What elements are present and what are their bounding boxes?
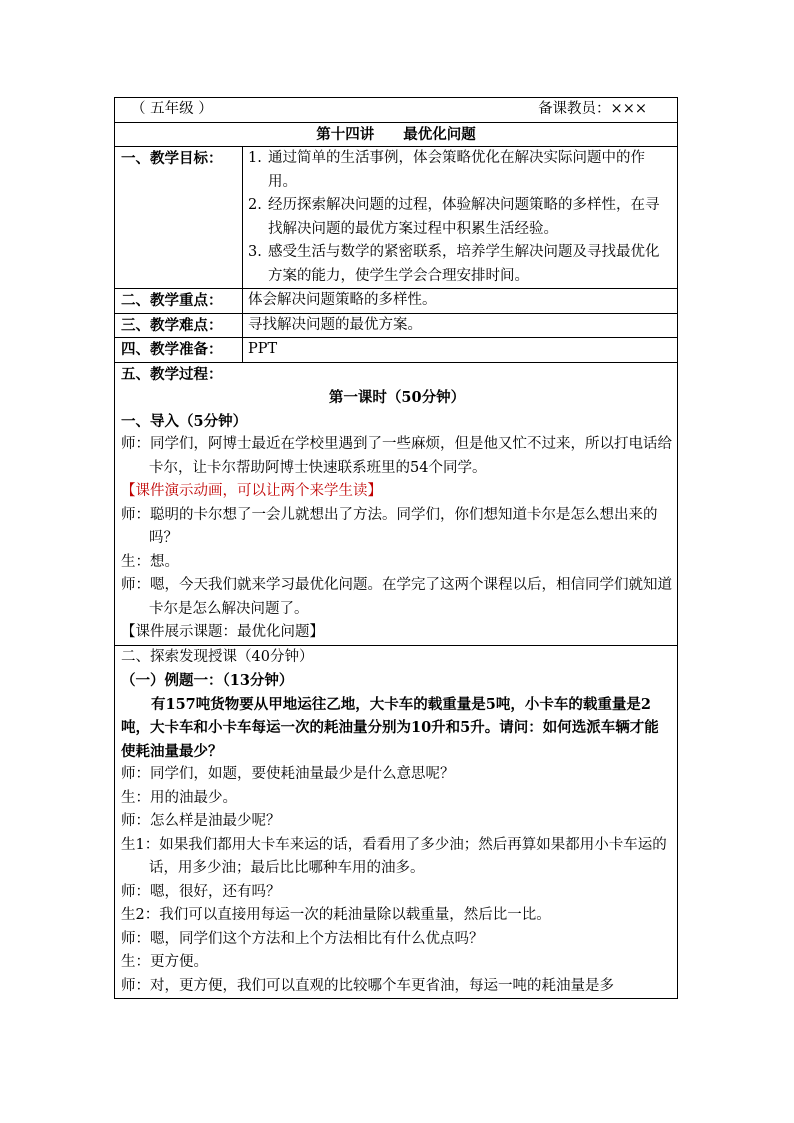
preparation-text: PPT [243, 338, 678, 363]
dialogue-line: 师：同学们，阿博士最近在学校里遇到了一些麻烦，但是他又忙不过来，所以打电话给卡尔，让卡尔帮助阿博士快速联系班里的54个同学。 [121, 436, 672, 476]
explore-cell [115, 645, 678, 999]
objectives-label: 一、教学目标： [115, 147, 243, 289]
objective-item: 1. 通过简单的生活事例，体会策略优化在解决实际问题中的作用。 [248, 150, 645, 190]
intro-title: 一、导入（5分钟） [121, 412, 248, 430]
example-title: （一）例题一：（13分钟） [121, 672, 294, 689]
key-point-text: 体会解决问题策略的多样性。 [243, 289, 678, 314]
explore-title: 二、探索发现授课（40分钟） [121, 648, 314, 665]
dialogue-line: 生2：我们可以直接用每运一次的耗油量除以载重量，然后比一比。 [121, 907, 551, 923]
header-row [115, 98, 678, 123]
dialogue-line: 生：更方便。 [121, 954, 208, 970]
dialogue-line: 师：怎么样是油最少呢？ [121, 813, 281, 829]
dialogue-line: 生1：如果我们都用大卡车来运的话，看看用了多少油；然后再算如果都用小卡车运的话，用多少油；最后比比哪种车用的油多。 [121, 836, 667, 876]
courseware-note: 【课件展示课题：最优化问题】 [121, 624, 324, 640]
objective-item: 3. 感受生活与数学的紧密联系，培养学生解决问题及寻找最优化方案的能力，使学生学会合理安排时间。 [248, 244, 660, 284]
lesson-plan-table [114, 97, 678, 999]
dialogue-line: 生：想。 [121, 553, 179, 570]
dialogue-line: 师：嗯，很好，还有吗？ [121, 883, 281, 900]
lesson-plan-page [114, 97, 677, 999]
dialogue-line: 师：嗯，今天我们就来学习最优化问题。在学完了这两个课程以后，相信同学们就知道卡尔是怎么解决问题了。 [121, 577, 672, 617]
lesson-period-title: 第一课时（50分钟） [328, 389, 466, 406]
objectives-cell [243, 147, 678, 289]
preparation-label: 四、教学准备： [115, 338, 243, 363]
dialogue-line: 师：嗯，同学们这个方法和上个方法相比有什么优点吗？ [121, 930, 484, 947]
difficulty-text: 寻找解决问题的最优方案。 [243, 313, 678, 338]
example-problem: 有157吨货物要从甲地运往乙地，大卡车的载重量是5吨，小卡车的载重量是2吨，大卡车和小卡车每运一次的耗油量分别为10升和5升。请问：如何选派车辆才能使耗油量最少？ [121, 695, 659, 760]
teacher-label: 备课教员：××× [538, 101, 648, 117]
objective-item: 2. 经历探索解决问题的过程，体验解决问题策略的多样性，在寻找解决问题的最优方案过程中积累生活经验。 [248, 197, 660, 237]
dialogue-line: 师：同学们，如题，要使耗油量最少是什么意思呢？ [121, 766, 455, 782]
difficulty-label: 三、教学难点： [115, 313, 243, 338]
process-label: 五、教学过程： [121, 365, 223, 383]
key-point-label: 二、教学重点： [115, 289, 243, 314]
grade-label: （ 五年级 ） [131, 101, 213, 117]
dialogue-line: 生：用的油最少。 [121, 789, 237, 806]
courseware-note: 【课件演示动画，可以让两个来学生读】 [121, 483, 382, 499]
lesson-title: 第十四讲 最优化问题 [115, 122, 678, 147]
process-cell [115, 362, 678, 645]
dialogue-line: 师：对，更方便，我们可以直观的比较哪个车更省油，每运一吨的耗油量是多 [121, 977, 614, 994]
dialogue-line: 师：聪明的卡尔想了一会儿就想出了方法。同学们，你们想知道卡尔是怎么想出来的吗？ [121, 506, 658, 546]
